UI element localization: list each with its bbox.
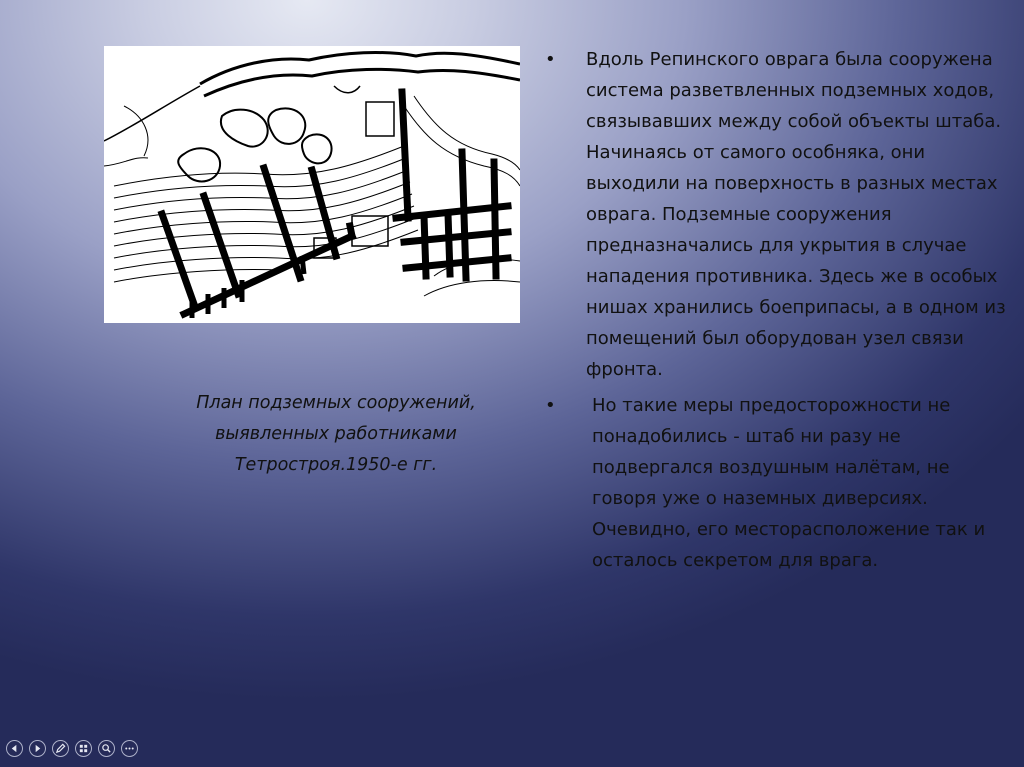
bullet-text: Вдоль Репинского оврага была сооружена система разветвленных подземных ходов, связывавших между собой объекты штаба. Начинаясь от самого особняка, они выходили на поверхность в разных местах оврага. Подземные сооружения предназначались для укрытия в случае нападения противника. Здесь же в особых нишах хранились боеприпасы, а в одном из помещений был оборудован узел связи фронта. xyxy=(586,49,1006,380)
underground-plan-map xyxy=(104,46,520,323)
previous-slide-button[interactable] xyxy=(6,740,23,757)
bullet-item xyxy=(540,390,1010,576)
bullet-marker: • xyxy=(545,395,556,416)
more-options-button[interactable] xyxy=(121,740,138,757)
arrow-right-icon xyxy=(32,743,43,754)
slideshow-navigation-bar xyxy=(6,740,138,757)
pen-icon xyxy=(55,743,66,754)
see-all-slides-button[interactable] xyxy=(75,740,92,757)
pen-tool-button[interactable] xyxy=(52,740,69,757)
bullet-item xyxy=(540,44,1010,385)
bullet-text: Но такие меры предосторожности не понадобились - штаб ни разу не подвергался воздушным налётам, не говоря уже о наземных диверсиях. Очевидно, его месторасположение так и осталось секретом для врага. xyxy=(592,395,986,571)
figure-caption: План подземных сооружений, выявленных работниками Тетростроя.1950-е гг. xyxy=(196,393,476,475)
map-drawing xyxy=(104,46,520,323)
ellipsis-icon xyxy=(124,743,135,754)
next-slide-button[interactable] xyxy=(29,740,46,757)
bullet-list xyxy=(540,44,1010,581)
grid-icon xyxy=(78,743,89,754)
bullet-marker: • xyxy=(545,49,556,70)
arrow-left-icon xyxy=(9,743,20,754)
zoom-button[interactable] xyxy=(98,740,115,757)
magnifier-icon xyxy=(101,743,112,754)
